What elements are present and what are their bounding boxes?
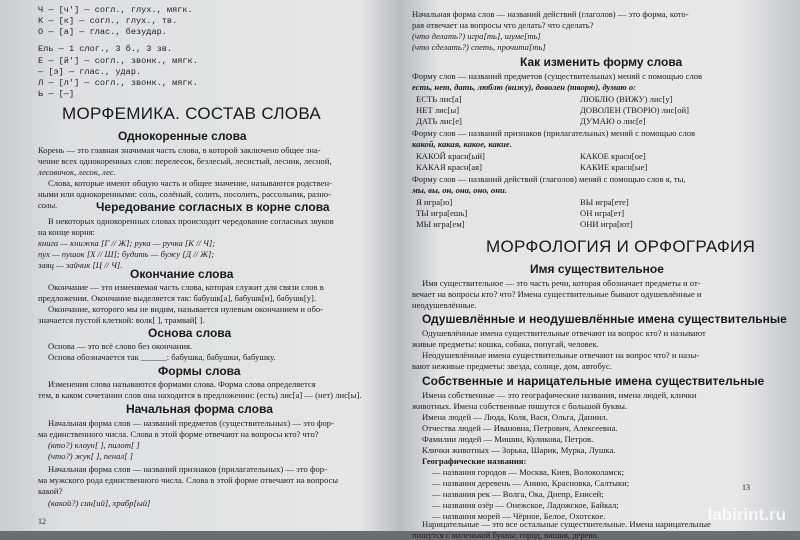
section-title: МОРФОЛОГИЯ И ОРФОГРАФИЯ xyxy=(486,237,756,256)
text-line: ма мужского рода единственного числа. Слова в этой форме отвечают на вопросы xyxy=(38,475,339,485)
text-line: мы, вы, он, она, оно, они. xyxy=(412,185,507,195)
text-line: Форму слов — названий предметов (существительных) меняй с помощью слов xyxy=(412,71,703,81)
text-line: значается пустой клеткой: волк[ ], трамвай[ ]. xyxy=(38,315,205,325)
text-line: (что делать?) игра[ть], шуме[ть] xyxy=(412,31,541,41)
page-number: 13 xyxy=(742,483,750,492)
text-line: вают неживые предметы: звезда, солнце, дом, автобус. xyxy=(412,361,612,371)
example-left: НЕТ лис[ы] xyxy=(416,105,460,115)
text-line: какой, какая, какое, какие. xyxy=(412,139,512,149)
phonetic-line: О — [а] — глас., безудар. xyxy=(38,27,167,37)
text-line: (что сделать?) спеть, прочита[ть] xyxy=(412,42,546,52)
text-line: Форму слов — названий признаков (прилагательных) меняй с помощью слов xyxy=(412,128,696,138)
text-line: Нарицательные — это все остальные существительные. Имена нарицательные xyxy=(422,519,711,529)
text-line: — названия рек — Волга, Ока, Днепр, Енисей; xyxy=(432,489,604,499)
heading-alternation: Чередование согласных в корне слова xyxy=(96,200,330,214)
text-line: Основа обозначается так ______: бабушка, бабушки, бабушку. xyxy=(48,352,276,362)
example-right: ЛЮБЛЮ (ВИЖУ) лис[у] xyxy=(580,94,673,104)
example-left: ДАТЬ лис[е] xyxy=(416,116,462,126)
text-line: заяц — зайчик [Ц // Ч]. xyxy=(38,260,123,270)
text-line: тем, в каком сочетании слов она находится в предложении: (есть) лис[а] — (нет) лис[ы]. xyxy=(38,390,362,400)
phonetic-line: Л — [л'] — согл., звонк., мягк. xyxy=(38,78,198,88)
text-line: солы. xyxy=(38,200,58,210)
heading-stem: Основа слова xyxy=(148,326,232,340)
text-line: Неодушевлённые имена существительные отвечают на вопрос что? и назы- xyxy=(422,350,700,360)
example-left: КАКАЯ красн[ая] xyxy=(416,162,482,172)
text-line: Имена собственные — это географические названия, имена людей, клички xyxy=(422,390,697,400)
text-line: чение всех однокоренных слов: перелесок, безлесый, лесистый, лесник, лесной, xyxy=(38,156,332,166)
text-line: Форму слов — названий действий (глаголов) меняй с помощью слов я, ты, xyxy=(412,174,686,184)
text-line: Основа — это всё слово без окончания. xyxy=(48,341,193,351)
text-line: ными или однокоренными: соль, солёный, солить, посолить, рассольник, разно- xyxy=(38,189,331,199)
heading-initial-form: Начальная форма слова xyxy=(126,402,273,416)
phonetic-line: Е — [й'] — согл., звонк., мягк. xyxy=(38,56,198,66)
example-left: МЫ игра[ем] xyxy=(416,219,465,229)
heading-forms: Формы слова xyxy=(158,364,241,378)
example-right: ДОВОЛЕН (ТВОРЮ) лис[ой] xyxy=(580,105,690,115)
text-line: Начальная форма слов — названий действий (глаголов) — это форма, кото- xyxy=(412,9,689,19)
phonetic-line: Ч — [ч'] — согл., глух., мягк. xyxy=(38,5,193,15)
text-line: (что?) жук[ ], пенал[ ] xyxy=(48,451,133,461)
text-line: пух — пушок [Х // Ш]; будить — бужу [Д // Ж]; xyxy=(38,249,215,259)
text-line: Отчества людей — Ивановна, Петрович, Алексеевна. xyxy=(422,423,618,433)
text-line: Корень — это главная значимая часть слова, в которой заключено общее зна- xyxy=(38,145,321,155)
text-line: вечает на вопросы кто? что? Имена существительные бывают одушевлённые и xyxy=(412,289,702,299)
text-line: — названия деревень — Анино, Красновка, Салтыки; xyxy=(432,478,630,488)
text-line: — названия морей — Чёрное, Белое, Охотское. xyxy=(432,511,606,521)
right-page xyxy=(402,0,800,540)
text-line: Имена людей — Люда, Коля, Вася, Ольга, Даниил. xyxy=(422,412,608,422)
example-right: ДУМАЮ о лис[е] xyxy=(580,116,646,126)
text-line: Начальная форма слов — названий признаков (прилагательных) — это фор- xyxy=(48,464,327,474)
text-line: какой? xyxy=(38,486,63,496)
text-line: Географические названия: xyxy=(422,456,527,466)
example-left: Я игра[ю] xyxy=(416,197,453,207)
heading-proper: Собственные и нарицательные имена существительные xyxy=(422,374,765,388)
text-line: лесовичок, лесок, лес. xyxy=(38,167,116,177)
text-line: Клички животных — Зорька, Шарик, Мурка, Лушка. xyxy=(422,445,616,455)
text-line: на конце корня: xyxy=(38,227,96,237)
heading-noun: Имя существительное xyxy=(530,262,664,276)
example-left: ЕСТЬ лис[а] xyxy=(416,94,462,104)
text-line: Изменения слова называются формами слова. Форма слова определяется xyxy=(48,379,316,389)
text-line: книга — книжка [Г // Ж]; рука — ручка [К // Ч]; xyxy=(38,238,216,248)
text-line: В некоторых однокоренных словах происходит чередование согласных звуков xyxy=(48,216,334,226)
text-line: пишутся с маленькой буквы: город, вишня, дерево. xyxy=(412,530,599,540)
left-page xyxy=(0,0,398,531)
phonetic-line: Ь — [—] xyxy=(38,89,75,99)
text-line: Окончание — это изменяемая часть слова, которая служит для связи слов в xyxy=(48,282,324,292)
phonetic-line: К — [к] — согл., глух., тв. xyxy=(38,16,178,26)
text-line: Фамилии людей — Мишин, Куликова, Петров. xyxy=(422,434,594,444)
heading-ending: Окончание слова xyxy=(130,267,234,281)
text-line: неодушевлённые. xyxy=(412,300,477,310)
text-line: ма единственного числа. Слова в этой форме отвечают на вопросы кто? что? xyxy=(38,429,319,439)
text-line: животных. Имена собственные пишутся с большой буквы. xyxy=(412,401,628,411)
text-line: Слова, которые имеют общую часть и общее значение, называются родствен- xyxy=(48,178,332,188)
heading-animate: Одушевлённые и неодушевлённые имена существительные xyxy=(422,312,787,326)
text-line: — названия городов — Москва, Киев, Волоколамск; xyxy=(432,467,625,477)
example-right: ВЫ игра[ете] xyxy=(580,197,629,207)
phonetic-line: Ель — 1 слог., 3 б., 3 зв. xyxy=(38,44,173,54)
text-line: живые предметы: кошка, собака, попугай, человек. xyxy=(412,339,599,349)
heading-cognates: Однокоренные слова xyxy=(118,129,247,143)
example-right: КАКИЕ красн[ые] xyxy=(580,162,648,172)
example-right: ОН игра[ет] xyxy=(580,208,625,218)
phonetic-line: — [э] — глас., удар. xyxy=(38,67,142,77)
watermark: labirint.ru xyxy=(707,505,786,524)
text-line: Одушевлённые имена существительные отвечают на вопрос кто? и называют xyxy=(422,328,706,338)
text-line: — названия озёр — Онежское, Ладожское, Байкал; xyxy=(432,500,619,510)
text-line: предложении. Окончание выделяется так: бабушк[а], бабушк[и], бабушк[у]. xyxy=(38,293,317,303)
text-line: Начальная форма слов — названий предметов (существительных) — это фор- xyxy=(48,418,334,428)
text-line: рая отвечает на вопросы что делать? что сделать? xyxy=(412,20,594,30)
text-line: Имя существительное — это часть речи, которая обозначает предметы и от- xyxy=(422,278,701,288)
example-left: КАКОЙ красн[ый] xyxy=(416,151,485,161)
text-line: (какой?) син[ий], храбр[ый] xyxy=(48,498,151,508)
text-line: (кто?) клоун[ ], пилот[ ] xyxy=(48,440,140,450)
example-left: ТЫ игра[ешь] xyxy=(416,208,468,218)
text-line: Окончание, которого мы не видим, называется нулевым окончанием и обо- xyxy=(48,304,323,314)
example-right: КАКОЕ красн[ое] xyxy=(580,151,646,161)
example-right: ОНИ игра[ют] xyxy=(580,219,633,229)
text-line: есть, нет, дать, люблю (вижу), доволен (творю), думаю о: xyxy=(412,82,636,92)
heading-change-form: Как изменить форму слова xyxy=(520,55,683,69)
page-number: 12 xyxy=(38,517,46,526)
section-title: МОРФЕМИКА. СОСТАВ СЛОВА xyxy=(62,104,322,123)
